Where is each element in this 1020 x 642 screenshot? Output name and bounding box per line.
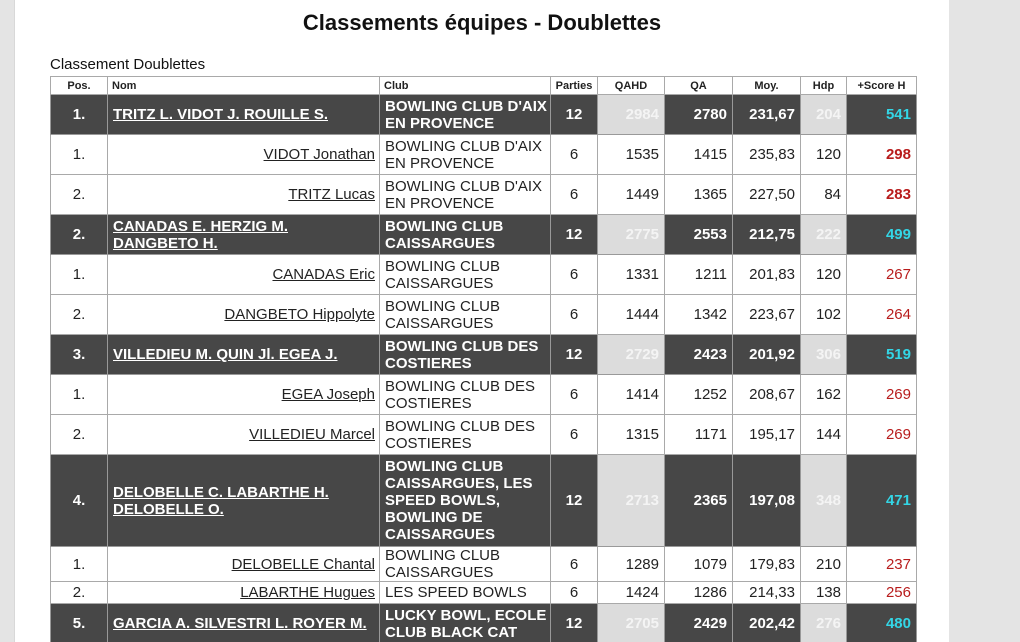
qa-cell: 2423 <box>665 335 733 375</box>
name-cell <box>108 95 380 135</box>
player-row <box>51 415 917 455</box>
name-link[interactable]: DELOBELLE Chantal <box>231 555 375 573</box>
document-page <box>14 0 950 642</box>
club-cell: BOWLING CLUB CAISSARGUES <box>380 295 551 335</box>
qahd-cell: 1331 <box>598 255 665 295</box>
average-cell: 202,42 <box>733 604 801 642</box>
name-cell <box>108 582 380 604</box>
player-row <box>51 135 917 175</box>
score-h-cell: 471 <box>847 455 917 547</box>
handicap-cell: 210 <box>801 547 847 582</box>
team-row <box>51 335 917 375</box>
qa-cell: 1171 <box>665 415 733 455</box>
name-link[interactable]: CANADAS Eric <box>272 266 375 283</box>
col-header-club: Club <box>380 77 551 95</box>
name-link[interactable]: CANADAS E. HERZIG M. DANGBETO H. <box>113 217 289 252</box>
average-cell: 231,67 <box>733 95 801 135</box>
club-cell: BOWLING CLUB D'AIX EN PROVENCE <box>380 135 551 175</box>
team-row <box>51 95 917 135</box>
club-cell: BOWLING CLUB DES COSTIERES <box>380 335 551 375</box>
club-cell: BOWLING CLUB DES COSTIERES <box>380 375 551 415</box>
score-h-cell: 499 <box>847 215 917 255</box>
qa-cell: 1365 <box>665 175 733 215</box>
player-row <box>51 582 917 604</box>
parties-cell: 6 <box>551 375 598 415</box>
handicap-cell: 204 <box>801 95 847 135</box>
club-cell: BOWLING CLUB D'AIX EN PROVENCE <box>380 95 551 135</box>
qahd-cell: 2775 <box>598 215 665 255</box>
qa-cell: 1252 <box>665 375 733 415</box>
ranking-table <box>50 76 917 642</box>
col-header-score-h: +Score H <box>847 77 917 95</box>
name-cell <box>108 335 380 375</box>
name-cell <box>108 375 380 415</box>
name-cell <box>108 175 380 215</box>
name-cell <box>108 215 380 255</box>
average-cell: 179,83 <box>733 547 801 582</box>
name-cell <box>108 295 380 335</box>
average-cell: 195,17 <box>733 415 801 455</box>
rank-cell: 1. <box>51 255 108 295</box>
club-cell: LES SPEED BOWLS <box>380 582 551 604</box>
rank-cell: 2. <box>51 415 108 455</box>
average-cell: 201,92 <box>733 335 801 375</box>
average-cell: 235,83 <box>733 135 801 175</box>
score-h-cell: 283 <box>847 175 917 215</box>
name-cell <box>108 455 380 547</box>
parties-cell: 6 <box>551 295 598 335</box>
parties-cell: 6 <box>551 582 598 604</box>
qahd-cell: 1535 <box>598 135 665 175</box>
rank-cell: 4. <box>51 455 108 547</box>
score-h-cell: 519 <box>847 335 917 375</box>
scrollbar-track[interactable] <box>949 0 1020 642</box>
name-cell <box>108 255 380 295</box>
name-cell <box>108 604 380 642</box>
handicap-cell: 84 <box>801 175 847 215</box>
qa-cell: 2553 <box>665 215 733 255</box>
rank-cell: 2. <box>51 215 108 255</box>
qahd-cell: 2729 <box>598 335 665 375</box>
qahd-cell: 2984 <box>598 95 665 135</box>
name-cell <box>108 415 380 455</box>
name-link[interactable]: TRITZ Lucas <box>288 186 375 203</box>
col-header-qahd: QAHD <box>598 77 665 95</box>
col-header-qa: QA <box>665 77 733 95</box>
average-cell: 208,67 <box>733 375 801 415</box>
player-row <box>51 175 917 215</box>
rank-cell: 3. <box>51 335 108 375</box>
rank-cell: 1. <box>51 135 108 175</box>
handicap-cell: 120 <box>801 135 847 175</box>
qa-cell: 2429 <box>665 604 733 642</box>
col-header-moy: Moy. <box>733 77 801 95</box>
score-h-cell: 237 <box>847 547 917 582</box>
qa-cell: 1079 <box>665 547 733 582</box>
parties-cell: 6 <box>551 415 598 455</box>
parties-cell: 12 <box>551 95 598 135</box>
qahd-cell: 1414 <box>598 375 665 415</box>
handicap-cell: 348 <box>801 455 847 547</box>
name-link[interactable]: VILLEDIEU Marcel <box>249 426 375 443</box>
player-row <box>51 295 917 335</box>
page-title: Classements équipes - Doublettes <box>302 10 662 35</box>
qa-cell: 1211 <box>665 255 733 295</box>
handicap-cell: 162 <box>801 375 847 415</box>
name-link[interactable]: VIDOT Jonathan <box>263 146 375 163</box>
handicap-cell: 120 <box>801 255 847 295</box>
score-h-cell: 267 <box>847 255 917 295</box>
qahd-cell: 2713 <box>598 455 665 547</box>
player-row <box>51 547 917 582</box>
handicap-cell: 102 <box>801 295 847 335</box>
handicap-cell: 306 <box>801 335 847 375</box>
qahd-cell: 1289 <box>598 547 665 582</box>
name-cell <box>108 547 380 582</box>
club-cell: BOWLING CLUB CAISSARGUES <box>380 215 551 255</box>
team-row <box>51 604 917 642</box>
name-link[interactable]: GARCIA A. SILVESTRI L. ROYER M. <box>113 615 367 632</box>
name-cell <box>108 135 380 175</box>
average-cell: 201,83 <box>733 255 801 295</box>
handicap-cell: 276 <box>801 604 847 642</box>
parties-cell: 6 <box>551 255 598 295</box>
name-link[interactable]: EGEA Joseph <box>281 386 375 403</box>
score-h-cell: 256 <box>847 582 917 604</box>
club-cell: LUCKY BOWL, ECOLE CLUB BLACK CAT <box>380 604 551 642</box>
qa-cell: 1286 <box>665 582 733 604</box>
name-link[interactable]: DANGBETO Hippolyte <box>224 306 375 323</box>
parties-cell: 12 <box>551 604 598 642</box>
col-header-pos: Pos. <box>51 77 108 95</box>
name-link[interactable]: TRITZ L. VIDOT J. ROUILLE S. <box>113 106 329 123</box>
parties-cell: 6 <box>551 547 598 582</box>
qa-cell: 2365 <box>665 455 733 547</box>
rank-cell: 2. <box>51 175 108 215</box>
parties-cell: 6 <box>551 175 598 215</box>
parties-cell: 12 <box>551 455 598 547</box>
rank-cell: 5. <box>51 604 108 642</box>
rank-cell: 2. <box>51 295 108 335</box>
player-row <box>51 375 917 415</box>
rank-cell: 1. <box>51 547 108 582</box>
parties-cell: 12 <box>551 335 598 375</box>
average-cell: 223,67 <box>733 295 801 335</box>
club-cell: BOWLING CLUB D'AIX EN PROVENCE <box>380 175 551 215</box>
rank-cell: 1. <box>51 95 108 135</box>
col-header-parties: Parties <box>551 77 598 95</box>
parties-cell: 6 <box>551 135 598 175</box>
club-cell: BOWLING CLUB CAISSARGUES, LES SPEED BOWLS, BOWLING DE CAISSARGUES <box>380 455 551 547</box>
qa-cell: 1342 <box>665 295 733 335</box>
club-cell: BOWLING CLUB DES COSTIERES <box>380 415 551 455</box>
club-cell: BOWLING CLUB CAISSARGUES <box>380 547 551 582</box>
handicap-cell: 144 <box>801 415 847 455</box>
qahd-cell: 1449 <box>598 175 665 215</box>
qahd-cell: 1424 <box>598 582 665 604</box>
club-cell: BOWLING CLUB CAISSARGUES <box>380 255 551 295</box>
player-row <box>51 255 917 295</box>
team-row <box>51 215 917 255</box>
name-link[interactable]: VILLEDIEU M. QUIN Jl. EGEA J. <box>113 346 338 363</box>
average-cell: 212,75 <box>733 215 801 255</box>
qa-cell: 2780 <box>665 95 733 135</box>
score-h-cell: 480 <box>847 604 917 642</box>
qa-cell: 1415 <box>665 135 733 175</box>
handicap-cell: 222 <box>801 215 847 255</box>
score-h-cell: 541 <box>847 95 917 135</box>
table-body <box>51 95 917 642</box>
rank-cell: 1. <box>51 375 108 415</box>
table-header-row <box>51 77 917 95</box>
col-header-hdp: Hdp <box>801 77 847 95</box>
qahd-cell: 2705 <box>598 604 665 642</box>
team-row <box>51 455 917 547</box>
average-cell: 214,33 <box>733 582 801 604</box>
average-cell: 197,08 <box>733 455 801 547</box>
score-h-cell: 269 <box>847 415 917 455</box>
average-cell: 227,50 <box>733 175 801 215</box>
col-header-nom: Nom <box>108 77 380 95</box>
table-caption: Classement Doublettes <box>50 56 206 73</box>
name-link[interactable]: DELOBELLE C. LABARTHE H. DELOBELLE O. <box>113 483 329 518</box>
score-h-cell: 298 <box>847 135 917 175</box>
name-link[interactable]: LABARTHE Hugues <box>240 584 375 601</box>
parties-cell: 12 <box>551 215 598 255</box>
score-h-cell: 269 <box>847 375 917 415</box>
qahd-cell: 1315 <box>598 415 665 455</box>
rank-cell: 2. <box>51 582 108 604</box>
handicap-cell: 138 <box>801 582 847 604</box>
score-h-cell: 264 <box>847 295 917 335</box>
qahd-cell: 1444 <box>598 295 665 335</box>
